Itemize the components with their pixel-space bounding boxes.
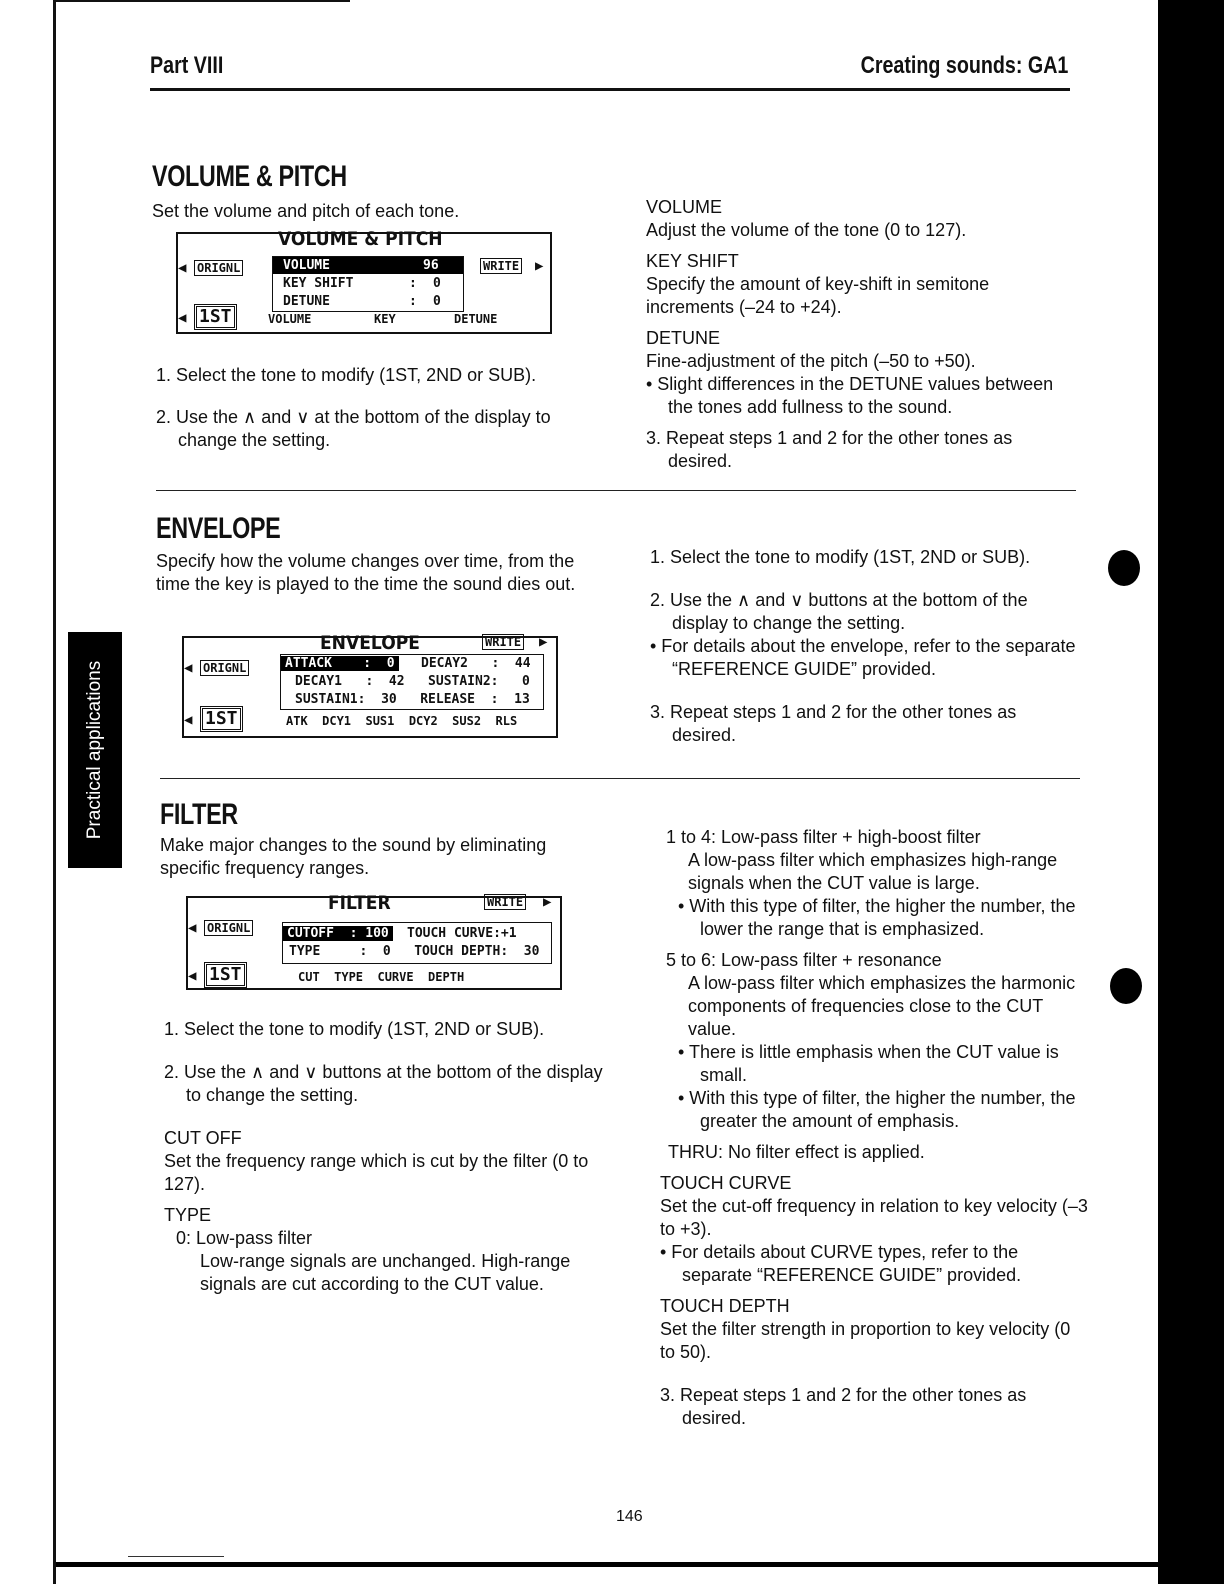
original-button[interactable]: ORIGNL bbox=[204, 920, 253, 936]
env-step-1: 1. Select the tone to modify (1ST, 2ND or SUB). bbox=[650, 547, 1031, 567]
cutoff-text: Set the frequency range which is cut by the filter (0 to 127). bbox=[164, 1151, 589, 1194]
frame-right-edge bbox=[1158, 0, 1224, 1584]
step-text: 1. Select the tone to modify (1ST, 2ND or SUB). bbox=[156, 365, 537, 385]
tone-button[interactable]: 1ST bbox=[204, 962, 247, 988]
keyshift-heading: KEY SHIFT bbox=[646, 251, 739, 271]
lcd-footer[interactable]: CUT TYPE CURVE DEPTH bbox=[298, 970, 465, 984]
row-value: 0 bbox=[433, 294, 441, 309]
write-button[interactable]: WRITE bbox=[482, 634, 524, 650]
lcd-param-box bbox=[272, 256, 464, 312]
page-number: 146 bbox=[616, 1508, 643, 1525]
vp-right-column bbox=[646, 196, 1076, 473]
lcd-row[interactable]: TYPE : 0 TOUCH DEPTH: 30 bbox=[289, 944, 540, 959]
lcd-footer-detune[interactable]: DETUNE bbox=[454, 312, 498, 326]
filter-step-2: 2. Use the ∧ and ∨ buttons at the bottom of the display to change the setting. bbox=[164, 1062, 603, 1105]
row-label: KEY SHIFT bbox=[283, 276, 354, 291]
touch-depth-text: Set the filter strength in proportion to key velocity (0 to 50). bbox=[660, 1319, 1071, 1362]
lcd-row-selected[interactable]: ATTACK : 0 bbox=[281, 656, 399, 671]
envelope-right-column bbox=[650, 546, 1080, 747]
filter-step-3: 3. Repeat steps 1 and 2 for the other tones as desired. bbox=[660, 1385, 1027, 1428]
section-divider bbox=[160, 778, 1080, 779]
vp-step-2 bbox=[156, 406, 596, 452]
row-value: 0 bbox=[433, 276, 441, 291]
filter-intro: Make major changes to the sound by eliminating specific frequency ranges. bbox=[160, 835, 547, 878]
frame-bottom-line bbox=[128, 1556, 224, 1557]
header-part: Part VIII bbox=[150, 52, 224, 79]
lcd-footer[interactable]: ATK DCY1 SUS1 DCY2 SUS2 RLS bbox=[286, 714, 518, 728]
section-title-volume-pitch: VOLUME & PITCH bbox=[152, 160, 347, 193]
original-button[interactable]: ORIGNL bbox=[194, 260, 243, 276]
volume-text: Adjust the volume of the tone (0 to 127). bbox=[646, 220, 967, 240]
type0-heading: 0: Low-pass filter bbox=[176, 1228, 313, 1248]
env-bullet: • For details about the envelope, refer to the separate “REFERENCE GUIDE” provided. bbox=[650, 636, 1076, 679]
frame-bottom-edge bbox=[56, 1562, 1158, 1567]
lcd-row[interactable] bbox=[273, 275, 463, 292]
write-button[interactable]: WRITE bbox=[480, 258, 522, 274]
type56-text: A low-pass filter which emphasizes the harmonic components of frequencies close to the CUT value. bbox=[688, 973, 1076, 1039]
type14-heading: 1 to 4: Low-pass filter + high-boost filter bbox=[666, 827, 981, 847]
row-separator: : bbox=[409, 276, 417, 291]
type-heading: TYPE bbox=[164, 1205, 212, 1225]
tone-button[interactable]: 1ST bbox=[200, 706, 243, 732]
volume-pitch-intro: Set the volume and pitch of each tone. bbox=[152, 201, 460, 221]
filter-right-column bbox=[660, 826, 1088, 1430]
touch-depth-heading: TOUCH DEPTH bbox=[660, 1296, 790, 1316]
lcd-row[interactable] bbox=[273, 293, 463, 310]
lcd-row[interactable]: DECAY2 : 44 bbox=[421, 656, 531, 671]
left-arrow-icon: ◀ bbox=[188, 920, 197, 936]
header-section: Creating sounds: GA1 bbox=[860, 52, 1068, 79]
lcd-title: ENVELOPE bbox=[320, 632, 420, 654]
side-tab-label: Practical applications bbox=[84, 660, 105, 840]
left-arrow-icon: ◀ bbox=[188, 968, 197, 984]
type56-heading: 5 to 6: Low-pass filter + resonance bbox=[666, 950, 942, 970]
thru-text: THRU: No filter effect is applied. bbox=[668, 1142, 925, 1162]
margin-dot bbox=[1108, 550, 1140, 586]
filter-left-column bbox=[164, 1018, 604, 1296]
lcd-filter bbox=[186, 892, 562, 990]
right-arrow-icon: ▶ bbox=[539, 634, 548, 650]
left-arrow-icon: ◀ bbox=[178, 310, 187, 326]
touch-curve-bullet: • For details about CURVE types, refer to the separate “REFERENCE GUIDE” provided. bbox=[660, 1242, 1022, 1285]
type14-text: A low-pass filter which emphasizes high-range signals when the CUT value is large. bbox=[688, 850, 1058, 893]
touch-curve-heading: TOUCH CURVE bbox=[660, 1173, 792, 1193]
lcd-footer-key[interactable]: KEY bbox=[374, 312, 396, 326]
left-arrow-icon: ◀ bbox=[184, 712, 193, 728]
touch-curve-text: Set the cut-off frequency in relation to key velocity (–3 to +3). bbox=[660, 1196, 1088, 1239]
row-separator: : bbox=[409, 294, 417, 309]
right-arrow-icon: ▶ bbox=[543, 894, 552, 910]
lcd-row-selected[interactable]: CUTOFF : 100 bbox=[283, 926, 393, 941]
right-arrow-icon: ▶ bbox=[535, 258, 544, 274]
lcd-title: VOLUME & PITCH bbox=[278, 228, 443, 250]
lcd-param-box bbox=[280, 654, 544, 710]
cutoff-heading: CUT OFF bbox=[164, 1128, 242, 1148]
section-title-envelope: ENVELOPE bbox=[156, 512, 281, 545]
type0-text: Low-range signals are unchanged. High-range signals are cut according to the CUT value. bbox=[200, 1251, 571, 1294]
lcd-row[interactable]: SUSTAIN1: 30 RELEASE : 13 bbox=[295, 692, 530, 707]
keyshift-text: Specify the amount of key-shift in semitone increments (–24 to +24). bbox=[646, 274, 990, 317]
margin-dot bbox=[1110, 968, 1142, 1004]
envelope-intro: Specify how the volume changes over time, from the time the key is played to the time the sound dies out. bbox=[156, 551, 576, 594]
left-arrow-icon: ◀ bbox=[178, 260, 187, 276]
frame-left-edge bbox=[53, 0, 56, 1584]
lcd-row[interactable]: TOUCH CURVE:+1 bbox=[407, 926, 517, 941]
env-step-2: 2. Use the ∧ and ∨ buttons at the bottom of the display to change the setting. bbox=[650, 590, 1028, 633]
type14-bullet: • With this type of filter, the higher the number, the lower the range that is emphasized. bbox=[678, 896, 1076, 939]
write-button[interactable]: WRITE bbox=[484, 894, 526, 910]
section-title-filter: FILTER bbox=[160, 798, 238, 831]
tone-button[interactable]: 1ST bbox=[194, 304, 237, 330]
lcd-envelope bbox=[182, 632, 558, 738]
row-label: VOLUME bbox=[283, 258, 330, 273]
detune-text: Fine-adjustment of the pitch (–50 to +50). bbox=[646, 351, 976, 371]
lcd-title: FILTER bbox=[328, 892, 391, 914]
type56-bullet-2: • With this type of filter, the higher the number, the greater the amount of emphasis. bbox=[678, 1088, 1076, 1131]
detune-bullet: • Slight differences in the DETUNE values between the tones add fullness to the sound. bbox=[646, 374, 1054, 417]
left-arrow-icon: ◀ bbox=[184, 660, 193, 676]
vp-step-3: 3. Repeat steps 1 and 2 for the other tones as desired. bbox=[646, 428, 1013, 471]
frame-top-edge bbox=[56, 0, 350, 2]
lcd-volume-pitch bbox=[176, 228, 552, 334]
lcd-param-box bbox=[282, 922, 552, 964]
lcd-row[interactable]: DECAY1 : 42 SUSTAIN2: 0 bbox=[295, 674, 530, 689]
original-button[interactable]: ORIGNL bbox=[200, 660, 249, 676]
type56-bullet-1: • There is little emphasis when the CUT value is small. bbox=[678, 1042, 1059, 1085]
row-label: DETUNE bbox=[283, 294, 330, 309]
section-divider bbox=[156, 490, 1076, 491]
lcd-footer-volume[interactable]: VOLUME bbox=[268, 312, 312, 326]
header-rule bbox=[150, 88, 1070, 91]
step-text: 2. Use the ∧ and ∨ at the bottom of the display to change the setting. bbox=[156, 407, 551, 450]
detune-heading: DETUNE bbox=[646, 328, 721, 348]
side-tab bbox=[68, 632, 122, 868]
volume-heading: VOLUME bbox=[646, 197, 723, 217]
row-value: 96 bbox=[423, 258, 439, 273]
env-step-3: 3. Repeat steps 1 and 2 for the other tones as desired. bbox=[650, 702, 1017, 745]
vp-step-1 bbox=[156, 364, 596, 387]
filter-step-1: 1. Select the tone to modify (1ST, 2ND or SUB). bbox=[164, 1019, 545, 1039]
lcd-row-selected[interactable] bbox=[273, 257, 463, 274]
